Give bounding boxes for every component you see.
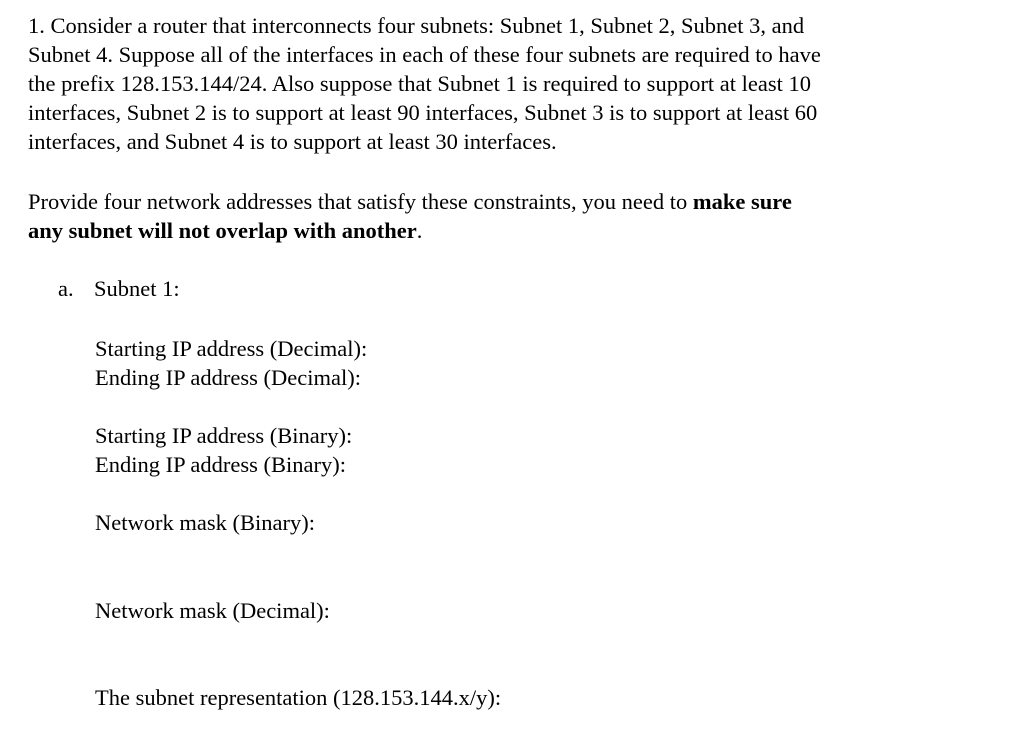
question-line: the prefix 128.153.144/24. Also suppose that Subnet 1 is required to support at least 10 [28, 71, 812, 96]
question-line: 1. Consider a router that interconnects four subnets: Subnet 1, Subnet 2, Subnet 3, and [28, 13, 805, 38]
subnet-1-heading [58, 274, 180, 303]
end-ip-binary-label: Ending IP address (Binary): [95, 452, 346, 477]
instruction-period: . [416, 218, 423, 243]
question-line: Subnet 4. Suppose all of the interfaces in each of these four subnets are required to have [28, 42, 821, 67]
list-marker: a. [58, 276, 74, 301]
question-paragraph [28, 11, 988, 156]
subnet-title: Subnet 1: [94, 276, 180, 301]
network-mask-decimal-label: Network mask (Decimal): [95, 598, 330, 623]
end-ip-decimal-label: Ending IP address (Decimal): [95, 365, 361, 390]
instruction-emphasis: make sure [692, 189, 792, 214]
question-line: interfaces, and Subnet 4 is to support at least 30 interfaces. [28, 129, 557, 154]
instruction-emphasis: any subnet will not overlap with another [28, 218, 417, 243]
instruction-text: Provide four network addresses that satisfy these constraints, you need to [28, 189, 693, 214]
instruction-line-2 [28, 216, 988, 245]
subnet-representation-label: The subnet representation (128.153.144.x/y): [95, 685, 502, 710]
question-line: interfaces, Subnet 2 is to support at least 90 interfaces, Subnet 3 is to support at least 60 [28, 100, 818, 125]
start-ip-decimal-label: Starting IP address (Decimal): [95, 336, 368, 361]
start-ip-binary-label: Starting IP address (Binary): [95, 423, 353, 448]
network-mask-binary-label: Network mask (Binary): [95, 510, 315, 535]
instruction-paragraph [28, 187, 988, 245]
instruction-line-1 [28, 187, 988, 216]
